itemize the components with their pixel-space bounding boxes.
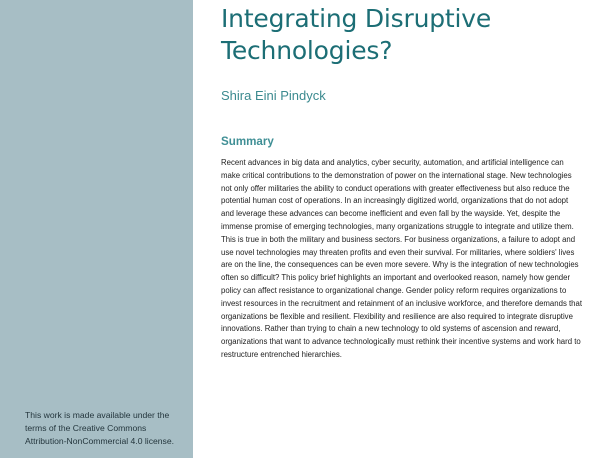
author-name: Shira Eini Pindyck	[221, 88, 326, 103]
license-note: This work is made available under the terms of the Creative Commons Attribution-NonCommercial 4.0 license.	[25, 410, 175, 447]
sidebar-panel	[0, 0, 193, 458]
document-title: Integrating Disruptive Technologies?	[221, 4, 492, 65]
summary-text: Recent advances in big data and analytics, cyber security, automation, and artificial intelligence can make critical contributions to the demonstration of power on the international stage. New technologies not only offer militaries the ability to conduct operations with greater effectiveness but also reduce the potential human cost of operations. In an increasingly digitized world, organizations that do not adopt and leverage these advances can become inefficient and even fall by the wayside. Yet, despite the immense promise of emerging technologies, many organizations struggle to integrate and utilize them. This is true in both the military and business sectors. For business organizations, a failure to adopt and use novel technologies may threaten profits and even their survival. For militaries, where soldiers' lives are on the line, the consequences can be even more severe. Why is the integration of new technologies often so difficult? This policy brief highlights an important and overlooked reason, namely how gender policy can affect resistance to organizational change. Gender policy reform requires organizations to invest resources in the recruitment and retainment of an inclusive workforce, and therefore demands that organizations be flexible and resilient. Flexibility and resilience are also required to integrate disruptive innovations. Rather than trying to chain a new technology to old systems of ascension and reward, organizations that want to advance technologically must rethink their incentive systems and work hard to restructure entrenched hierarchies.	[221, 158, 583, 359]
main-content	[221, 0, 583, 458]
summary-heading: Summary	[221, 135, 274, 148]
